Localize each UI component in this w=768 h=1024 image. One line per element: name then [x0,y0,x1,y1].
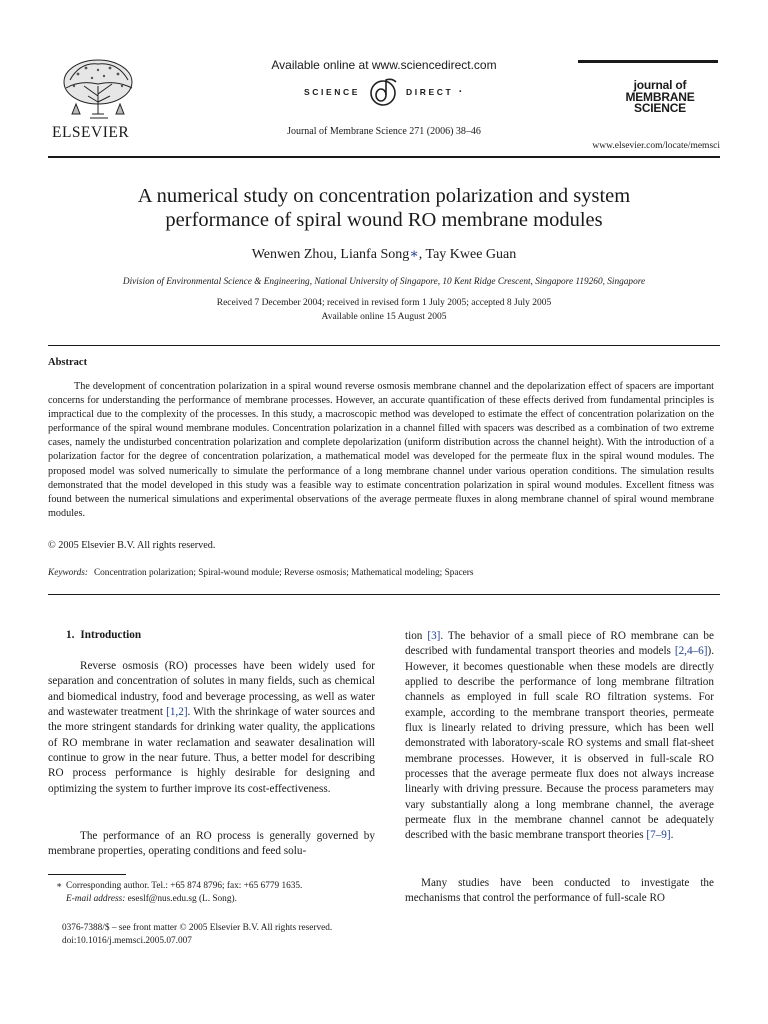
keywords-label: Keywords: [48,568,88,578]
abstract-top-rule [48,345,720,346]
header-divider [48,156,720,158]
doi-line[interactable]: doi:10.1016/j.memsci.2005.07.007 [62,936,192,946]
intro-paragraph-2: The performance of an RO process is generally governed by membrane properties, operating conditions and feed solu- [48,830,375,858]
journal-logo-rule [578,60,718,63]
journal-logo-title [600,80,720,115]
citation-1-2[interactable]: [1,2] [166,706,188,719]
title-line-2: performance of spiral wound RO membrane modules [165,209,603,231]
intro-paragraph-1 [48,659,375,797]
footnote-email-line [66,893,302,906]
journal-url-link[interactable]: www.elsevier.com/locate/memsci [592,141,720,151]
sd-mark: • [459,89,464,95]
abstract-copyright: © 2005 Elsevier B.V. All rights reserved. [48,540,216,551]
section-heading-introduction [66,629,147,641]
dates-online: Available online 15 August 2005 [321,312,447,322]
sciencedirect-d-icon [366,76,400,108]
intro-paragraph-right-2: Many studies have been conducted to investigate the mechanisms that control the performance of full-scale RO [405,877,714,905]
right-p1-text-b: . The behavior of a small piece of RO membrane can be described with fundamental transport theories and models [405,630,714,658]
front-matter-info [62,922,332,948]
author-list [48,246,720,263]
journal-logo-line-3: SCIENCE [634,101,686,115]
keywords-line [48,568,474,578]
sd-left-word: SCIENCE [304,87,361,97]
right-p1-text-c: ). However, it becomes questionable when these models are directly applied to describe the performance of long membrane filtration channels as employed in full scale RO filtration systems. For example, according to the membrane transport theories, permeate flux is linearly related to driving pressure, which has been well demonstrated with laboratory-scale RO systems and small flat-sheet membrane processes. However, it is observed in full-scale RO processes that the average permeate flux does not always increase linearly with driving pressure. Because the process parameters may vary substantially along a long membrane channel, the average permeate flux in the membrane channel cannot be adequately described with the basic membrane transport theories [405,645,714,842]
footnote-rule [48,874,126,875]
abstract-body: The development of concentration polarization in a spiral wound reverse osmosis membrane channel and the depolarization effect of spacers are important concerns for understanding the performance of membrane processes. However, an accurate quantification of these effects derived from fundamental principles is impractical due to the complexity of the processes. In this study, a macroscopic method was developed to estimate the effect of concentration polarization on the performance of the spiral wound membrane modules. Concentration polarization in a channel filled with spacers was described as a combination of two extreme cases, namely the undisturbed concentration polarization and complete depolarization (uniform distribution across the channel height). With the introduction of a polarization factor for the degree of concentration polarization, a mathematical model was developed for the permeate flux in the spiral wound modules. The proposed model was solved numerically to simulate the performance of a long membrane channel under various operation conditions. The simulation results demonstrated that the model developed in this study was a feasible way to estimate concentration polarization in spiral wound modules. Excellent fitness was found between the numerical simulations and experimental observations of the average permeate fluxes in along membrane channel of spiral wound membrane modules. [48,381,714,519]
corresponding-author-marker[interactable]: ∗ [409,247,419,262]
abstract-heading: Abstract [48,357,88,368]
article-dates [48,296,720,324]
citation-7-9[interactable]: [7–9] [646,829,671,842]
keywords-list: Concentration polarization; Spiral-wound module; Reverse osmosis; Mathematical modeling; Spacers [93,568,474,578]
author-2: Lianfa Song [340,247,410,262]
title-line-1: A numerical study on concentration polarization and system [137,185,631,207]
intro-p1-text-a: Reverse osmosis (RO) processes have been widely used for separation and concentration of solutes in many fields, such as chemical and biomedical industry, food and beverage processing, as well as water and wastewater treatment [48,660,375,719]
citation-2-4-6[interactable]: [2,4–6] [674,645,708,658]
intro-paragraph-right-1 [405,629,714,844]
publisher-name: ELSEVIER [52,124,130,141]
issn-line: 0376-7388/$ – see front matter © 2005 Elsevier B.V. All rights reserved. [62,923,333,933]
abstract-bottom-rule [48,594,720,595]
email-label: E-mail address: [66,894,126,904]
author-3: , Tay Kwee Guan [418,247,517,262]
dates-received: Received 7 December 2004; received in revised form 1 July 2005; accepted 8 July 2005 [216,298,552,308]
section-number: 1. [66,629,75,641]
intro-p1-text-b: . With the shrinkage of water sources and the more stringent standards for drinking water quality, the applications of RO membrane in water reclamation and seawater desalination will continue to grow in the near future. Thus, a better model for describing RO process performance is highly desirable for designing and optimizing the system to further improve its cost-effectiveness. [48,706,375,795]
footnote [56,880,303,906]
section-title: Introduction [80,629,142,641]
email-address[interactable]: eseslf@nus.edu.sg (L. Song). [125,894,237,904]
available-online-text[interactable]: Available online at www.sciencedirect.com [271,58,497,72]
right-p1-text-d: . [670,829,674,842]
journal-logo-line-1: journal of [633,78,687,92]
author-1: Wenwen Zhou, [251,247,341,262]
citation-3[interactable]: [3] [427,630,441,642]
right-p1-text-a: tion [405,630,428,642]
journal-logo-line-2: MEMBRANE [625,89,695,104]
sd-right-word: DIRECT [406,87,454,97]
journal-reference: Journal of Membrane Science 271 (2006) 38–46 [287,126,481,137]
article-title [48,184,720,232]
footnote-star: ∗ [56,880,63,890]
footnote-contact: Corresponding author. Tel.: +65 874 8796; fax: +65 6779 1635. [66,881,303,891]
affiliation: Division of Environmental Science & Engineering, National University of Singapore, 10 Kent Ridge Crescent, Singapore 119260, Singapore [122,277,646,287]
